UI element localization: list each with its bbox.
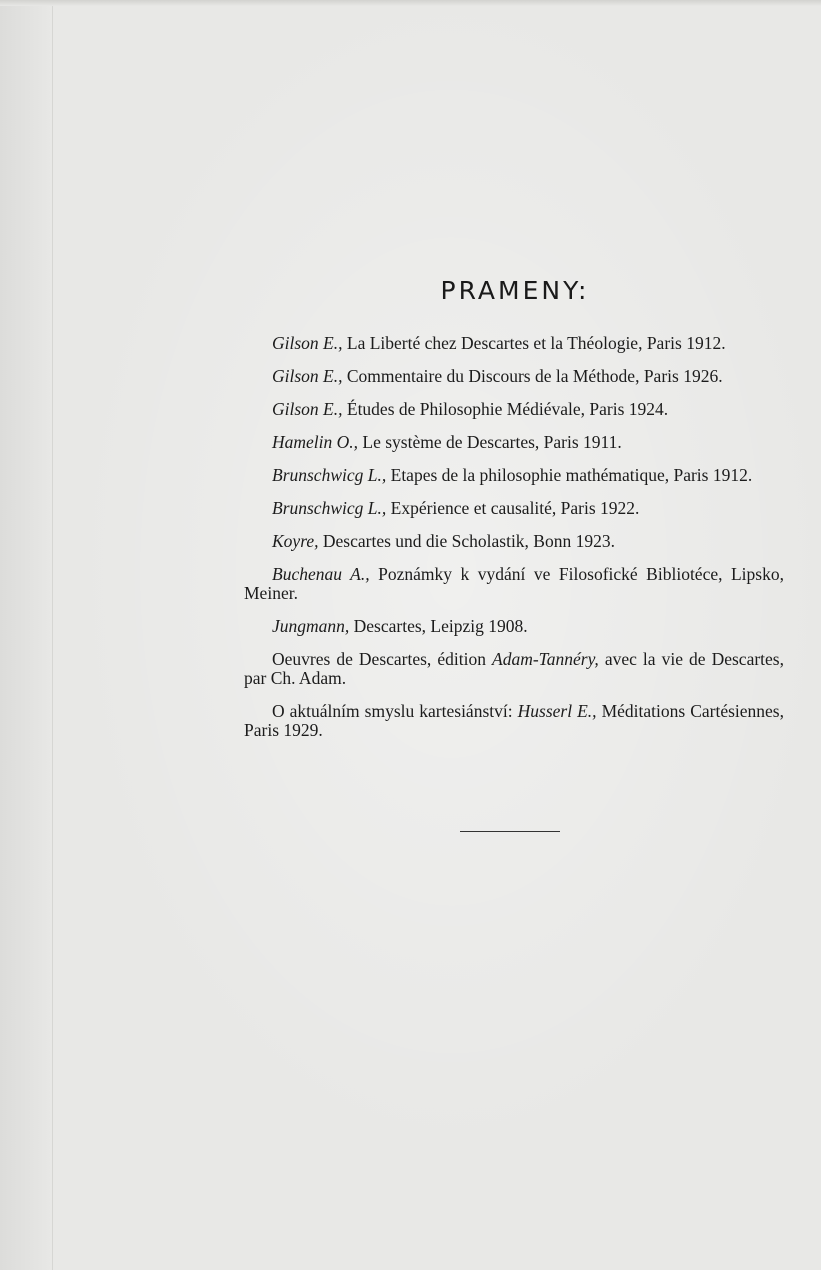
reference-text: Méditations Cartésiennes, Paris 1929. [244,701,784,740]
reference-item [244,334,784,353]
reference-author: Buchenau A., [272,564,370,584]
reference-author: Koyre, [272,531,319,551]
reference-item [244,617,784,636]
reference-text: Etapes de la philosophie mathématique, Paris 1912. [386,465,753,485]
reference-text: Descartes und die Scholastik, Bonn 1923. [318,531,615,551]
page-title: PRAMENY: [440,276,590,305]
reference-text: Poznámky k vydání ve Filosofické Bibliotéce, Lipsko, Meiner. [244,564,784,603]
reference-text: Commentaire du Discours de la Méthode, Paris 1926. [342,366,723,386]
page-left-edge [0,0,53,1270]
closing-rule [460,831,560,832]
reference-text: Expérience et causalité, Paris 1922. [386,498,640,518]
reference-author: Gilson E., [272,366,343,386]
reference-item [244,367,784,386]
reference-item-oeuvres [244,650,784,688]
reference-list [244,334,784,754]
reference-text: La Liberté chez Descartes et la Théologie, Paris 1912. [342,333,726,353]
reference-text: Le système de Descartes, Paris 1911. [358,432,622,452]
reference-author: Jungmann, [272,616,350,636]
reference-text: avec la vie de Descartes, par Ch. Adam. [244,649,784,688]
reference-author: Brunschwicg L., [272,465,387,485]
reference-author: Gilson E., [272,333,343,353]
reference-author: Hamelin O., [272,432,359,452]
reference-author: Gilson E., [272,399,343,419]
page-top-edge [0,0,821,6]
reference-author: Brunschwicg L., [272,498,387,518]
reference-item [244,466,784,485]
reference-italic: Husserl E., [517,701,597,721]
reference-italic: Adam-Tannéry, [492,649,599,669]
reference-item-husserl [244,702,784,740]
reference-text: Études de Philosophie Médiévale, Paris 1924. [342,399,669,419]
reference-item [244,433,784,452]
reference-item [244,532,784,551]
reference-item [244,400,784,419]
reference-text: Descartes, Leipzig 1908. [349,616,528,636]
reference-item [244,565,784,603]
reference-text: Oeuvres de Descartes, édition [272,649,492,669]
reference-text: O aktuálním smyslu kartesiánství: [272,701,518,721]
reference-item [244,499,784,518]
